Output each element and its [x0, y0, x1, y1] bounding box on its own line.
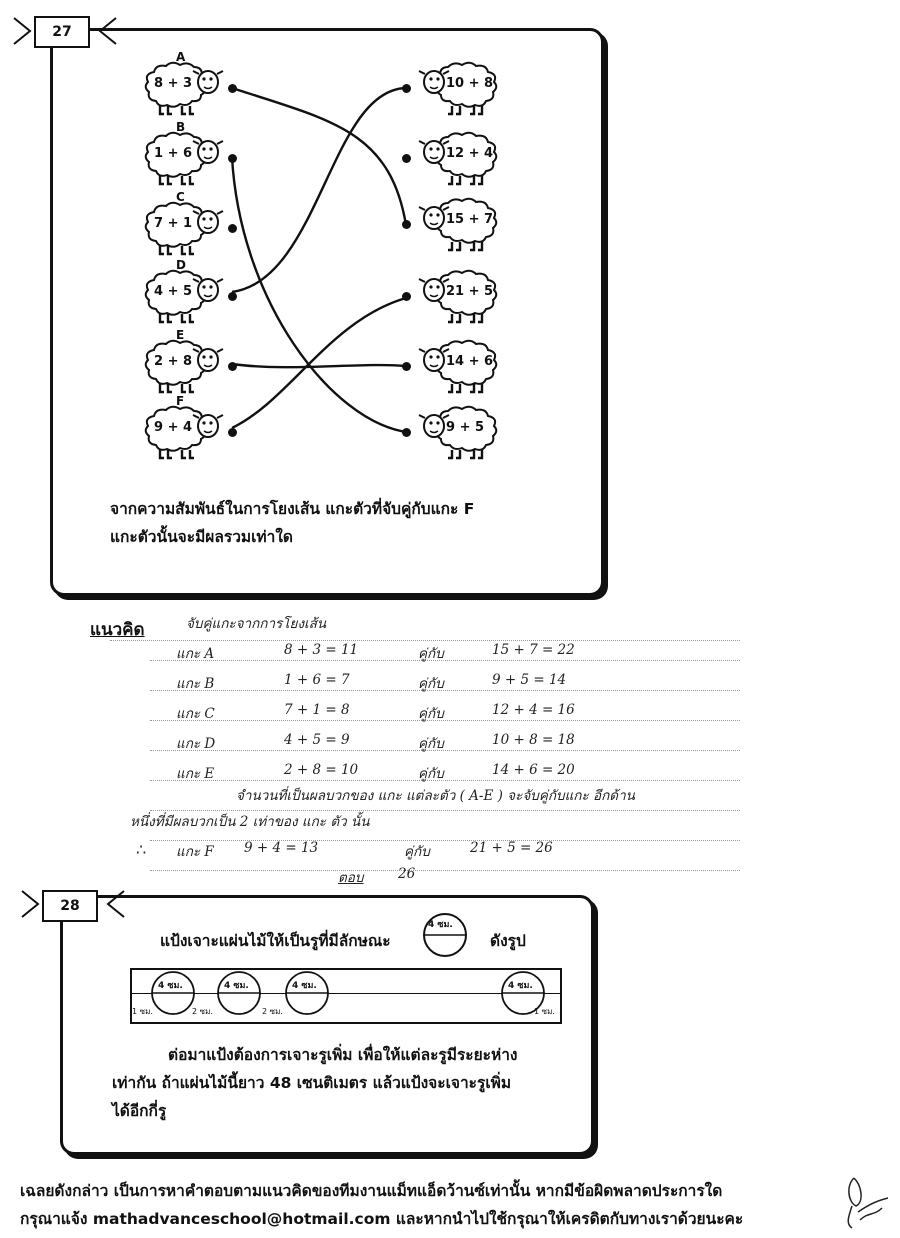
- sheep-letter-f: F: [176, 394, 185, 408]
- solution-row-pair: คู่กับ: [418, 766, 444, 782]
- f-label: แกะ F: [176, 844, 214, 860]
- board-hole-label: 4 ซม.: [292, 981, 317, 991]
- sheep-letter-e: E: [176, 328, 185, 342]
- therefore-symbol: ∴: [136, 840, 147, 859]
- right-sheep-3: [416, 196, 502, 256]
- solution-row-label: แกะ E: [176, 766, 215, 782]
- gap-label-3: 2 ซม.: [262, 1007, 283, 1016]
- solution-row-label: แกะ B: [176, 676, 215, 692]
- question-28-intro: แป้งเจาะแผ่นไม้ให้เป็นรูที่มีลักษณะ: [160, 932, 391, 950]
- left-connector-dot: [228, 428, 237, 437]
- question-28-after: ดังรูป: [490, 932, 526, 950]
- left-connector-dot: [228, 154, 237, 163]
- left-sheep-expression: 1 + 6: [154, 146, 193, 161]
- left-sheep-expression: 2 + 8: [154, 354, 193, 369]
- left-connector-dot: [228, 292, 237, 301]
- right-sheep-5: [416, 338, 502, 398]
- solution-heading: แนวคิด: [90, 620, 145, 640]
- sheep-letter-d: D: [176, 258, 186, 272]
- right-sheep-expression: 10 + 8: [446, 76, 494, 91]
- solution-row-left: 2 + 8 = 10: [284, 762, 359, 778]
- board-hole: [284, 970, 330, 1016]
- solution-row-right: 14 + 6 = 20: [492, 762, 575, 778]
- solution-row-label: แกะ C: [176, 706, 215, 722]
- f-pair: คู่กับ: [404, 844, 430, 860]
- footer-line-2: กรุณาแจ้ง mathadvanceschool@hotmail.com และหากนำไปใช้กรุณาให้เครดิตกับทางเราด้วยนะคะ: [20, 1210, 744, 1228]
- gap-label-4: 1 ซม.: [534, 1007, 555, 1016]
- right-sheep-1: [416, 60, 502, 120]
- solution-row-pair: คู่กับ: [418, 736, 444, 752]
- question-28-line-2: เท่ากัน ถ้าแผ่นไม้นี้ยาว 48 เซนติเมตร แล้วแป้งจะเจาะรูเพิ่ม: [112, 1074, 512, 1092]
- f-right-sum: 21 + 5 = 26: [470, 840, 553, 856]
- f-left-sum: 9 + 4 = 13: [244, 840, 319, 856]
- question-28-line-3: ได้อีกกี่รู: [112, 1102, 167, 1120]
- left-sheep-e: [140, 338, 226, 398]
- left-sheep-expression: 4 + 5: [154, 284, 193, 299]
- board-hole: [150, 970, 196, 1016]
- left-sheep-b: [140, 130, 226, 190]
- board-hole-label: 4 ซม.: [158, 981, 183, 991]
- right-sheep-expression: 14 + 6: [446, 354, 494, 369]
- solution-row-right: 12 + 4 = 16: [492, 702, 575, 718]
- solution-row-left: 7 + 1 = 8: [284, 702, 350, 718]
- right-sheep-6: [416, 404, 502, 464]
- hole-shape-label: 4 ซม.: [428, 920, 453, 930]
- footer-line-1: เฉลยดังกล่าว เป็นการหาคำตอบตามแนวคิดของทีมงานแม็ทแอ็ดว้านซ์เท่านั้น หากมีข้อผิดพลาดประการใด: [20, 1182, 723, 1200]
- question-27-number: 27: [34, 16, 90, 48]
- sheep-letter-b: B: [176, 120, 186, 134]
- solution-row-right: 9 + 5 = 14: [492, 672, 567, 688]
- solution-row-right: 10 + 8 = 18: [492, 732, 575, 748]
- solution-row-right: 15 + 7 = 22: [492, 642, 575, 658]
- right-connector-dot: [402, 292, 411, 301]
- left-sheep-c: [140, 200, 226, 260]
- solution-row-pair: คู่กับ: [418, 646, 444, 662]
- left-sheep-a: [140, 60, 226, 120]
- right-connector-dot: [402, 428, 411, 437]
- question-28-line-1: ต่อมาแป้งต้องการเจาะรูเพิ่ม เพื่อให้แต่ละรูมีระยะห่าง: [168, 1046, 518, 1064]
- board-hole-label: 4 ซม.: [224, 981, 249, 991]
- left-sheep-expression: 8 + 3: [154, 76, 193, 91]
- right-connector-dot: [402, 84, 411, 93]
- left-connector-dot: [228, 362, 237, 371]
- right-sheep-expression: 12 + 4: [446, 146, 494, 161]
- left-sheep-f: [140, 404, 226, 464]
- solution-row-label: แกะ D: [176, 736, 216, 752]
- left-connector-dot: [228, 84, 237, 93]
- sheep-letter-a: A: [176, 50, 186, 64]
- question-27-line-2: แกะตัวนั้นจะมีผลรวมเท่าใด: [110, 528, 293, 546]
- sheep-letter-c: C: [176, 190, 185, 204]
- left-sheep-expression: 9 + 4: [154, 420, 193, 435]
- left-sheep-d: [140, 268, 226, 328]
- solution-row-pair: คู่กับ: [418, 706, 444, 722]
- solution-note-line-1: จำนวนที่เป็นผลบวกของ แกะ แต่ละตัว ( A-E ) จะจับคู่กับแกะ อีกด้าน: [236, 788, 635, 804]
- right-sheep-2: [416, 130, 502, 190]
- solution-row-label: แกะ A: [176, 646, 215, 662]
- gap-label-2: 2 ซม.: [192, 1007, 213, 1016]
- question-27-line-1: จากความสัมพันธ์ในการโยงเส้น แกะตัวที่จับคู่กับแกะ F: [110, 500, 475, 518]
- board-hole-label: 4 ซม.: [508, 981, 533, 991]
- left-connector-dot: [228, 224, 237, 233]
- gap-label-1: 1 ซม.: [132, 1007, 153, 1016]
- right-sheep-expression: 15 + 7: [446, 212, 494, 227]
- answer-value: 26: [398, 866, 416, 882]
- question-28-number: 28: [42, 890, 98, 922]
- answer-label: ตอบ: [338, 870, 364, 886]
- right-connector-dot: [402, 220, 411, 229]
- solution-row-left: 8 + 3 = 11: [284, 642, 359, 658]
- board-hole: [216, 970, 262, 1016]
- solution-row-pair: คู่กับ: [418, 676, 444, 692]
- right-sheep-4: [416, 268, 502, 328]
- signature-icon: [838, 1172, 894, 1232]
- right-connector-dot: [402, 362, 411, 371]
- left-sheep-expression: 7 + 1: [154, 216, 193, 231]
- solution-row-left: 1 + 6 = 7: [284, 672, 350, 688]
- solution-note-line-2: หนึ่งที่มีผลบวกเป็น 2 เท่าของ แกะ ตัว นั้น: [130, 814, 370, 830]
- solution-intro: จับคู่แกะจากการโยงเส้น: [186, 616, 327, 632]
- right-sheep-expression: 21 + 5: [446, 284, 494, 299]
- solution-row-left: 4 + 5 = 9: [284, 732, 350, 748]
- right-connector-dot: [402, 154, 411, 163]
- right-sheep-expression: 9 + 5: [446, 420, 485, 435]
